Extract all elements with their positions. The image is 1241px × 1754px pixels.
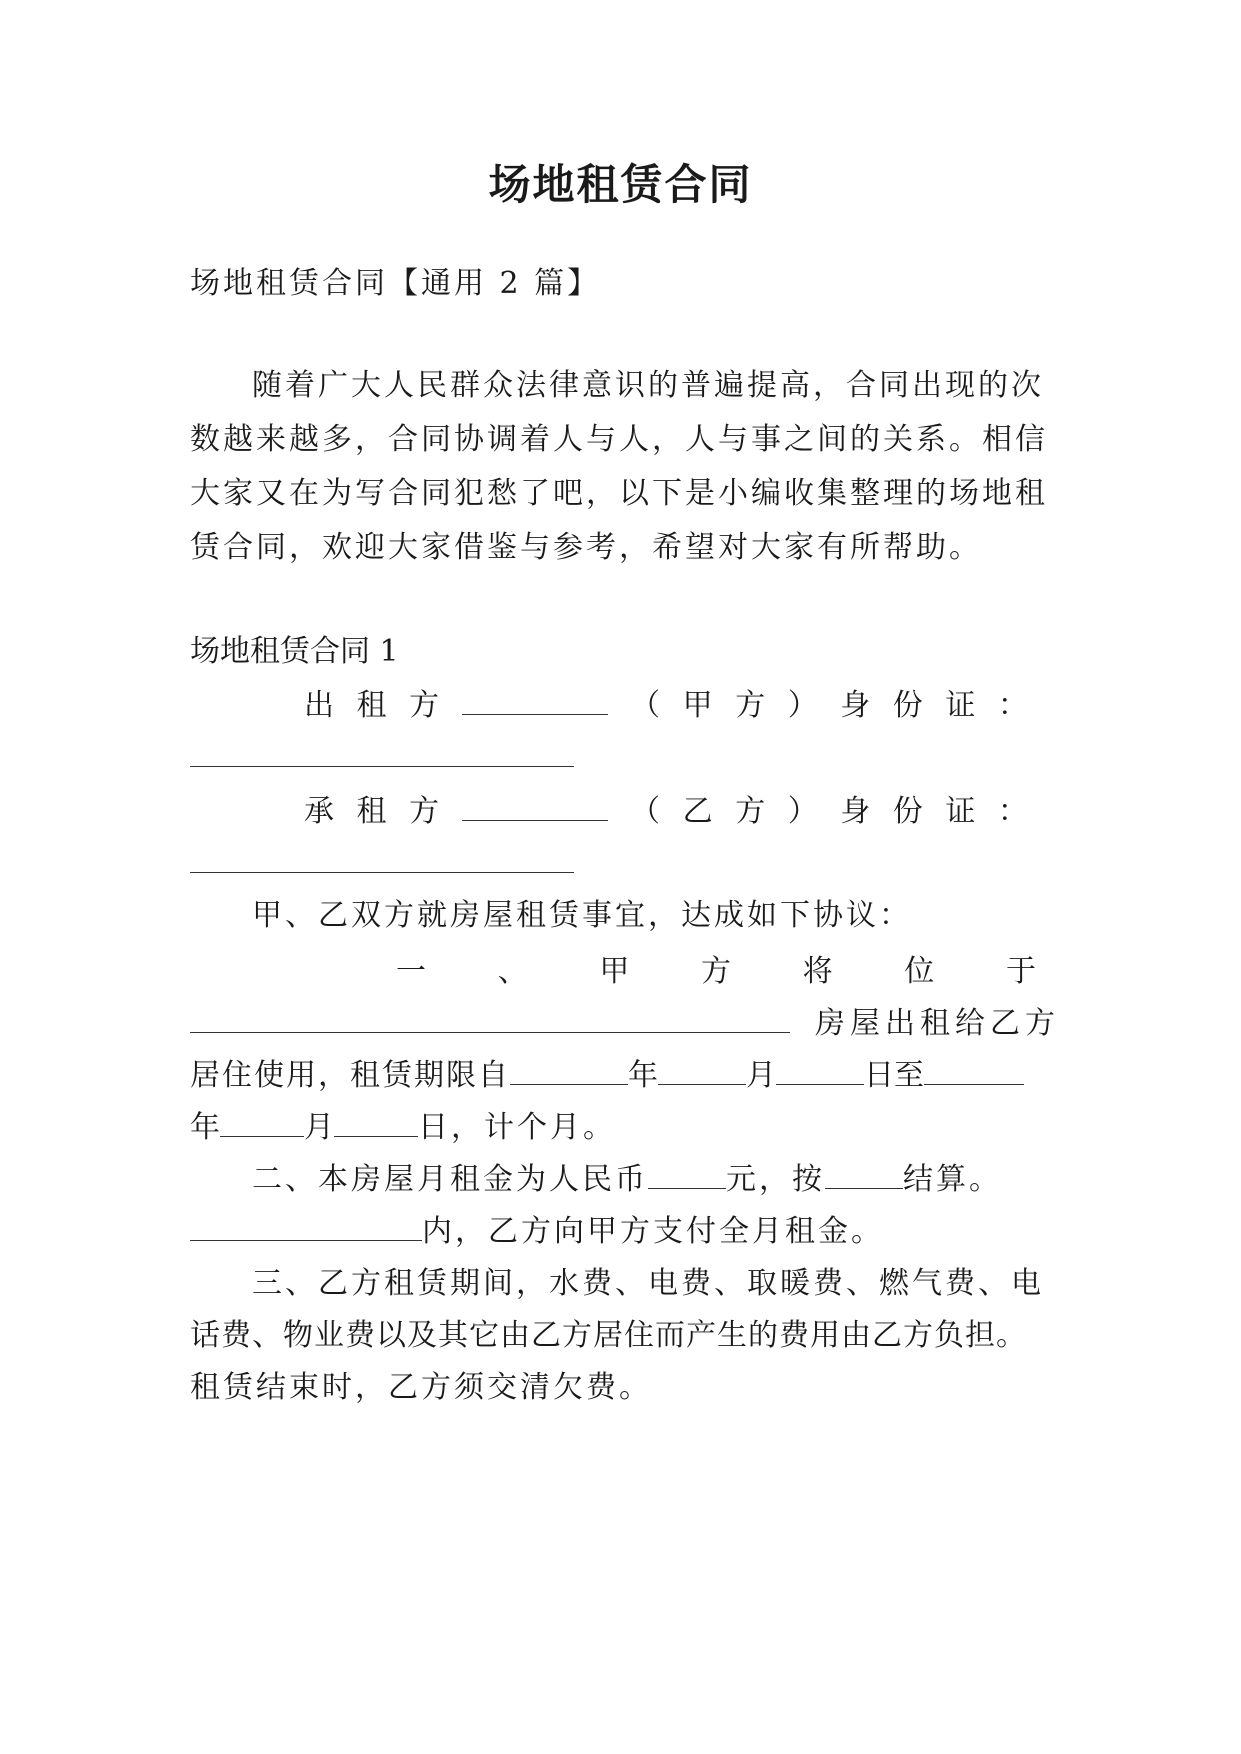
clause1-char-7: 于 bbox=[1005, 954, 1036, 989]
agreement-intro: 甲、乙双方就房屋租赁事宜，达成如下协议： bbox=[252, 898, 912, 933]
settlement-blank[interactable] bbox=[825, 1160, 903, 1189]
intro-line-1 bbox=[252, 366, 1060, 406]
lessee-party-1: 乙 bbox=[682, 794, 713, 829]
lessor-paren-close: ） bbox=[787, 688, 818, 723]
clause1-lead bbox=[396, 952, 1036, 992]
lessee-name-blank[interactable] bbox=[462, 792, 608, 821]
lessor-id-3: 证 bbox=[945, 688, 976, 723]
lessor-party-1: 甲 bbox=[682, 688, 713, 723]
clause1-line-2 bbox=[190, 1004, 1060, 1044]
document-title: 场地租赁合同 bbox=[488, 160, 753, 209]
lessee-party-2: 方 bbox=[735, 794, 766, 829]
clause1-char-6: 位 bbox=[904, 954, 935, 989]
end-day-label: 日，计个月。 bbox=[418, 1110, 616, 1145]
lessor-role-1: 出 bbox=[304, 688, 334, 723]
clause2-line-2 bbox=[190, 1212, 1060, 1252]
end-month-blank[interactable] bbox=[220, 1108, 304, 1137]
clause1-line-3 bbox=[190, 1056, 1060, 1096]
lessee-role-2: 租 bbox=[356, 794, 387, 829]
start-year-label: 年 bbox=[628, 1058, 658, 1093]
start-day-to-label: 日至 bbox=[864, 1058, 924, 1093]
lessor-paren-open: （ bbox=[630, 688, 661, 723]
lessee-id-2: 份 bbox=[892, 794, 923, 829]
subtitle: 场地租赁合同【通用 2 篇】 bbox=[190, 266, 601, 301]
end-day-blank[interactable] bbox=[334, 1108, 418, 1137]
lessee-paren-open: （ bbox=[630, 794, 661, 829]
start-day-blank[interactable] bbox=[776, 1056, 864, 1085]
lessee-id-3: 证 bbox=[945, 794, 976, 829]
rent-label: 二、本房屋月租金为人民币 bbox=[252, 1162, 648, 1197]
clause1-line-4 bbox=[190, 1108, 1060, 1148]
end-year-blank[interactable] bbox=[924, 1056, 1024, 1085]
lessee-line bbox=[304, 792, 1028, 832]
lessor-id-blank[interactable] bbox=[190, 738, 574, 767]
payment-text: 内，乙方向甲方支付全月租金。 bbox=[422, 1214, 884, 1249]
rent-unit-label: 元，按 bbox=[726, 1162, 825, 1197]
lessee-id-blank-line bbox=[190, 844, 1060, 884]
lessee-id-blank[interactable] bbox=[190, 844, 574, 873]
end-month-label: 月 bbox=[304, 1110, 334, 1145]
clause1-char-2: 、 bbox=[497, 954, 528, 989]
lessor-role-2: 租 bbox=[356, 688, 387, 723]
rent-amount-blank[interactable] bbox=[648, 1160, 726, 1189]
lessor-line bbox=[304, 686, 1028, 726]
lessor-id-blank-line bbox=[190, 738, 1060, 778]
lessor-party-2: 方 bbox=[735, 688, 766, 723]
clause2-line-1 bbox=[252, 1160, 1060, 1200]
clause1-char-3: 甲 bbox=[599, 954, 630, 989]
clause1-char-1: 一 bbox=[396, 954, 426, 989]
start-month-label: 月 bbox=[746, 1058, 776, 1093]
intro-line-4: 赁合同，欢迎大家借鉴与参考，希望对大家有所帮助。 bbox=[190, 530, 982, 565]
lessee-id-colon: ： bbox=[997, 794, 1028, 829]
lessee-paren-close: ） bbox=[787, 794, 818, 829]
lessee-role-3: 方 bbox=[409, 794, 440, 829]
lessor-name-blank[interactable] bbox=[462, 686, 608, 715]
clause3-line-3: 租赁结束时，乙方须交清欠费。 bbox=[190, 1370, 652, 1405]
clause1-char-4: 方 bbox=[700, 954, 731, 989]
clause3-line-1: 三、乙方租赁期间，水费、电费、取暖费、燃气费、电 bbox=[252, 1266, 1044, 1301]
lessee-id-1: 身 bbox=[840, 794, 871, 829]
start-month-blank[interactable] bbox=[658, 1056, 746, 1085]
lessor-role-3: 方 bbox=[409, 688, 440, 723]
lease-term-label: 居住使用，租赁期限自 bbox=[190, 1058, 510, 1093]
section-heading: 场地租赁合同 1 bbox=[190, 634, 399, 669]
property-location-blank[interactable] bbox=[190, 1004, 790, 1033]
clause1-line2-text: 房屋出租给乙方 bbox=[815, 1006, 1060, 1041]
start-year-blank[interactable] bbox=[510, 1056, 628, 1085]
payment-period-blank[interactable] bbox=[190, 1212, 422, 1241]
clause1-char-5: 将 bbox=[802, 954, 833, 989]
lessor-id-2: 份 bbox=[892, 688, 923, 723]
intro-text: 随着广大人民群众法律意识的普遍提高，合同出现的次 bbox=[252, 368, 1044, 403]
end-year-label: 年 bbox=[190, 1110, 220, 1145]
intro-line-3: 大家又在为写合同犯愁了吧，以下是小编收集整理的场地租 bbox=[190, 476, 1048, 511]
clause3-line-2: 话费、物业费以及其它由乙方居住而产生的费用由乙方负担。 bbox=[190, 1318, 1027, 1353]
intro-line-2: 数越来越多，合同协调着人与人，人与事之间的关系。相信 bbox=[190, 422, 1048, 457]
lessor-id-colon: ： bbox=[997, 688, 1028, 723]
lessee-role-1: 承 bbox=[304, 794, 334, 829]
lessor-id-1: 身 bbox=[840, 688, 871, 723]
settlement-label: 结算。 bbox=[903, 1162, 1002, 1197]
